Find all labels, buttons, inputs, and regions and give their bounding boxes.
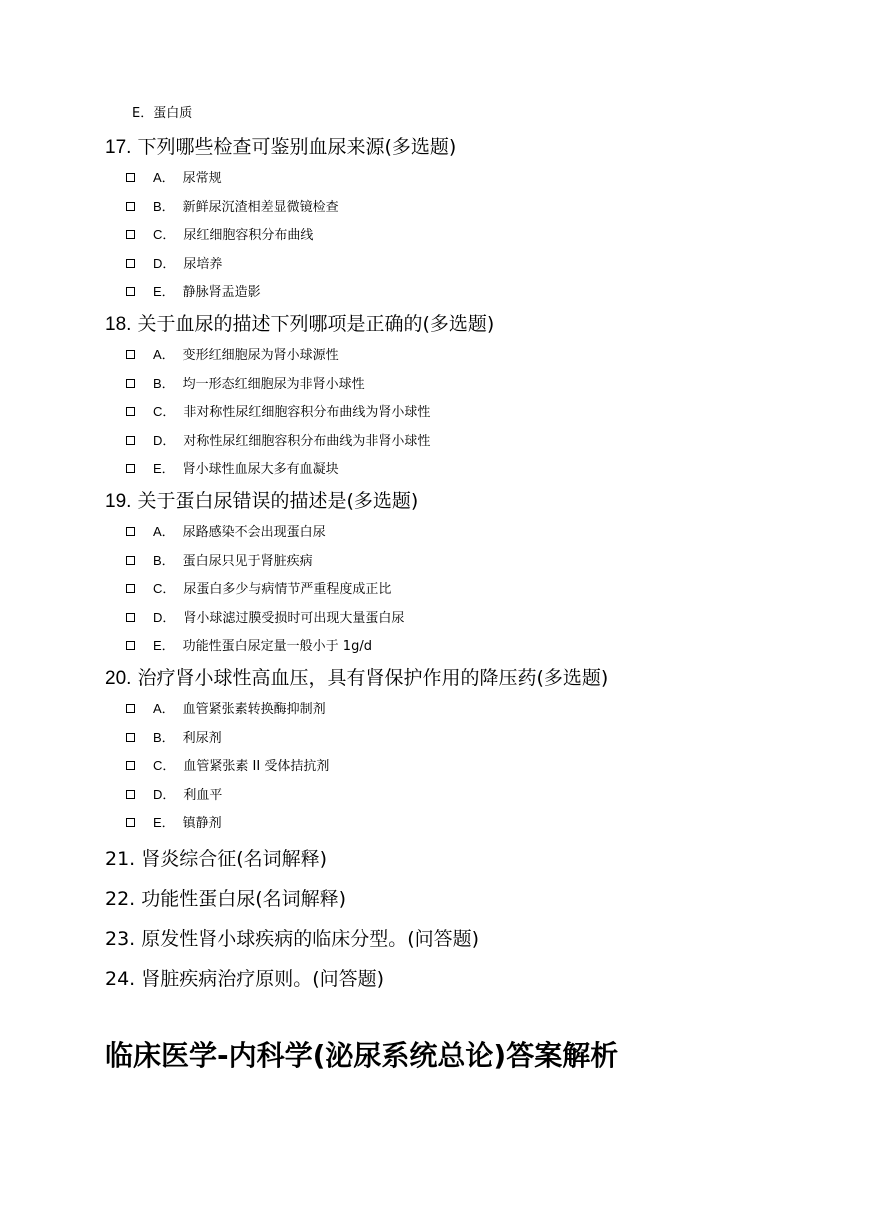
option-text: 均一形态红细胞尿为非肾小球性: [182, 376, 365, 392]
question-title: [105, 307, 845, 341]
option-c[interactable]: [105, 398, 845, 427]
question-list: [105, 130, 845, 999]
checkbox[interactable]: [126, 379, 135, 388]
option-text: 功能性蛋白尿定量一般小于 1g/d: [182, 639, 372, 655]
option-text: 尿路感染不会出现蛋白尿: [182, 524, 326, 540]
option-letter: E．: [153, 284, 175, 300]
option-letter: B．: [153, 198, 175, 214]
option-letter: A．: [153, 700, 175, 716]
checkbox[interactable]: [126, 173, 135, 182]
checkbox[interactable]: [126, 704, 135, 713]
question-number: 17.: [105, 137, 132, 158]
option-text: 静脉肾盂造影: [182, 285, 261, 301]
question-number: 21.: [105, 847, 136, 870]
option-b[interactable]: [105, 193, 845, 222]
answer-section-heading: 临床医学-内科学(泌尿系统总论)答案解析: [105, 1039, 619, 1072]
option-c[interactable]: [105, 575, 845, 604]
question-number: 23.: [105, 927, 136, 950]
option-d[interactable]: [105, 427, 845, 456]
option-b[interactable]: [105, 370, 845, 399]
question-title: [105, 130, 845, 164]
option-b[interactable]: [105, 547, 845, 576]
question-18: [105, 307, 845, 484]
option-text: 非对称性尿红细胞容积分布曲线为肾小球性: [183, 405, 431, 421]
option-letter: B．: [153, 729, 175, 745]
option-text: 镇静剂: [182, 816, 222, 832]
checkbox[interactable]: [126, 350, 135, 359]
option-e[interactable]: [105, 455, 845, 484]
option-text: 血管紧张素 II 受体拮抗剂: [183, 759, 330, 775]
checkbox[interactable]: [126, 464, 135, 473]
option-c[interactable]: [105, 221, 845, 250]
checkbox[interactable]: [126, 790, 135, 799]
option-list: [105, 164, 845, 307]
checkbox[interactable]: [126, 641, 135, 650]
question-text: 下列哪些检查可鉴别血尿来源(多选题): [137, 136, 457, 158]
option-letter: A．: [153, 523, 175, 539]
option-list: [105, 695, 845, 838]
option-text: 对称性尿红细胞容积分布曲线为非肾小球性: [183, 433, 431, 449]
option-list: [105, 341, 845, 484]
option-c[interactable]: [105, 752, 845, 781]
checkbox[interactable]: [126, 202, 135, 211]
option-text: 尿蛋白多少与病情节严重程度成正比: [183, 582, 392, 598]
option-a[interactable]: [105, 518, 845, 547]
option-d[interactable]: [105, 781, 845, 810]
option-a[interactable]: [105, 341, 845, 370]
option-text: 蛋白尿只见于肾脏疾病: [182, 553, 313, 569]
question-title: [105, 484, 845, 518]
option-letter: E．: [153, 815, 175, 831]
option-text: 肾小球滤过膜受损时可出现大量蛋白尿: [183, 610, 405, 626]
checkbox[interactable]: [126, 556, 135, 565]
option-e[interactable]: [105, 278, 845, 307]
option-e[interactable]: [105, 809, 845, 838]
option-letter: C．: [153, 227, 176, 243]
checkbox[interactable]: [126, 407, 135, 416]
option-letter: B．: [153, 552, 175, 568]
option-text: 尿常规: [182, 171, 222, 186]
option-text: 利血平: [183, 787, 223, 803]
question-number: 19.: [105, 490, 132, 512]
option-b[interactable]: [105, 724, 845, 753]
question-number: 22.: [105, 887, 136, 910]
question-17: [105, 130, 845, 307]
option-letter: C．: [153, 581, 176, 597]
option-letter: C．: [153, 404, 176, 420]
option-a[interactable]: [105, 164, 845, 193]
option-a[interactable]: [105, 695, 845, 724]
question-text: 肾脏疾病治疗原则。(问答题): [141, 967, 385, 990]
question-text: 功能性蛋白尿(名词解释): [141, 887, 347, 910]
question-24: [105, 959, 845, 999]
question-text: 原发性肾小球疾病的临床分型。(问答题): [141, 927, 480, 950]
checkbox[interactable]: [126, 761, 135, 770]
question-19: [105, 484, 845, 661]
option-text: 血管紧张素转换酶抑制剂: [182, 701, 326, 717]
option-list: [105, 518, 845, 661]
option-letter: D．: [153, 255, 176, 271]
checkbox[interactable]: [126, 613, 135, 622]
option-letter: D．: [153, 432, 176, 448]
question-text: 关于蛋白尿错误的描述是(多选题): [137, 489, 419, 512]
option-text: 新鲜尿沉渣相差显微镜检查: [182, 199, 339, 215]
question-title: [105, 661, 845, 695]
question-number: 24.: [105, 967, 136, 990]
checkbox[interactable]: [126, 259, 135, 268]
option-letter: E．: [153, 461, 175, 477]
question-text: 关于血尿的描述下列哪项是正确的(多选题): [137, 312, 495, 335]
question-text: 肾炎综合征(名词解释): [141, 847, 328, 870]
question-20: [105, 661, 845, 838]
option-e[interactable]: [105, 632, 845, 661]
checkbox[interactable]: [126, 230, 135, 239]
option-e-previous-question: E．蛋白质: [132, 106, 193, 121]
option-letter: C．: [153, 758, 176, 774]
checkbox[interactable]: [126, 287, 135, 296]
question-21: [105, 839, 845, 879]
option-text: 肾小球性血尿大多有血凝块: [182, 462, 339, 478]
checkbox[interactable]: [126, 733, 135, 742]
checkbox[interactable]: [126, 527, 135, 536]
option-text: 尿培养: [183, 256, 223, 272]
question-number: 18.: [105, 313, 132, 335]
question-number: 20.: [105, 667, 132, 689]
option-d[interactable]: [105, 604, 845, 633]
question-23: [105, 919, 845, 959]
option-d[interactable]: [105, 250, 845, 279]
option-text: 尿红细胞容积分布曲线: [183, 228, 314, 244]
option-text: 变形红细胞尿为肾小球源性: [182, 347, 339, 363]
question-text: 治疗肾小球性高血压，具有肾保护作用的降压药(多选题): [137, 666, 609, 689]
option-letter: D．: [153, 609, 176, 625]
question-22: [105, 879, 845, 919]
checkbox[interactable]: [126, 584, 135, 593]
checkbox[interactable]: [126, 818, 135, 827]
checkbox[interactable]: [126, 436, 135, 445]
option-letter: A．: [153, 346, 175, 362]
option-text: 利尿剂: [182, 730, 222, 746]
option-letter: A．: [153, 170, 175, 185]
option-letter: B．: [153, 375, 175, 391]
option-letter: E．: [153, 638, 175, 654]
option-letter: D．: [153, 786, 176, 802]
